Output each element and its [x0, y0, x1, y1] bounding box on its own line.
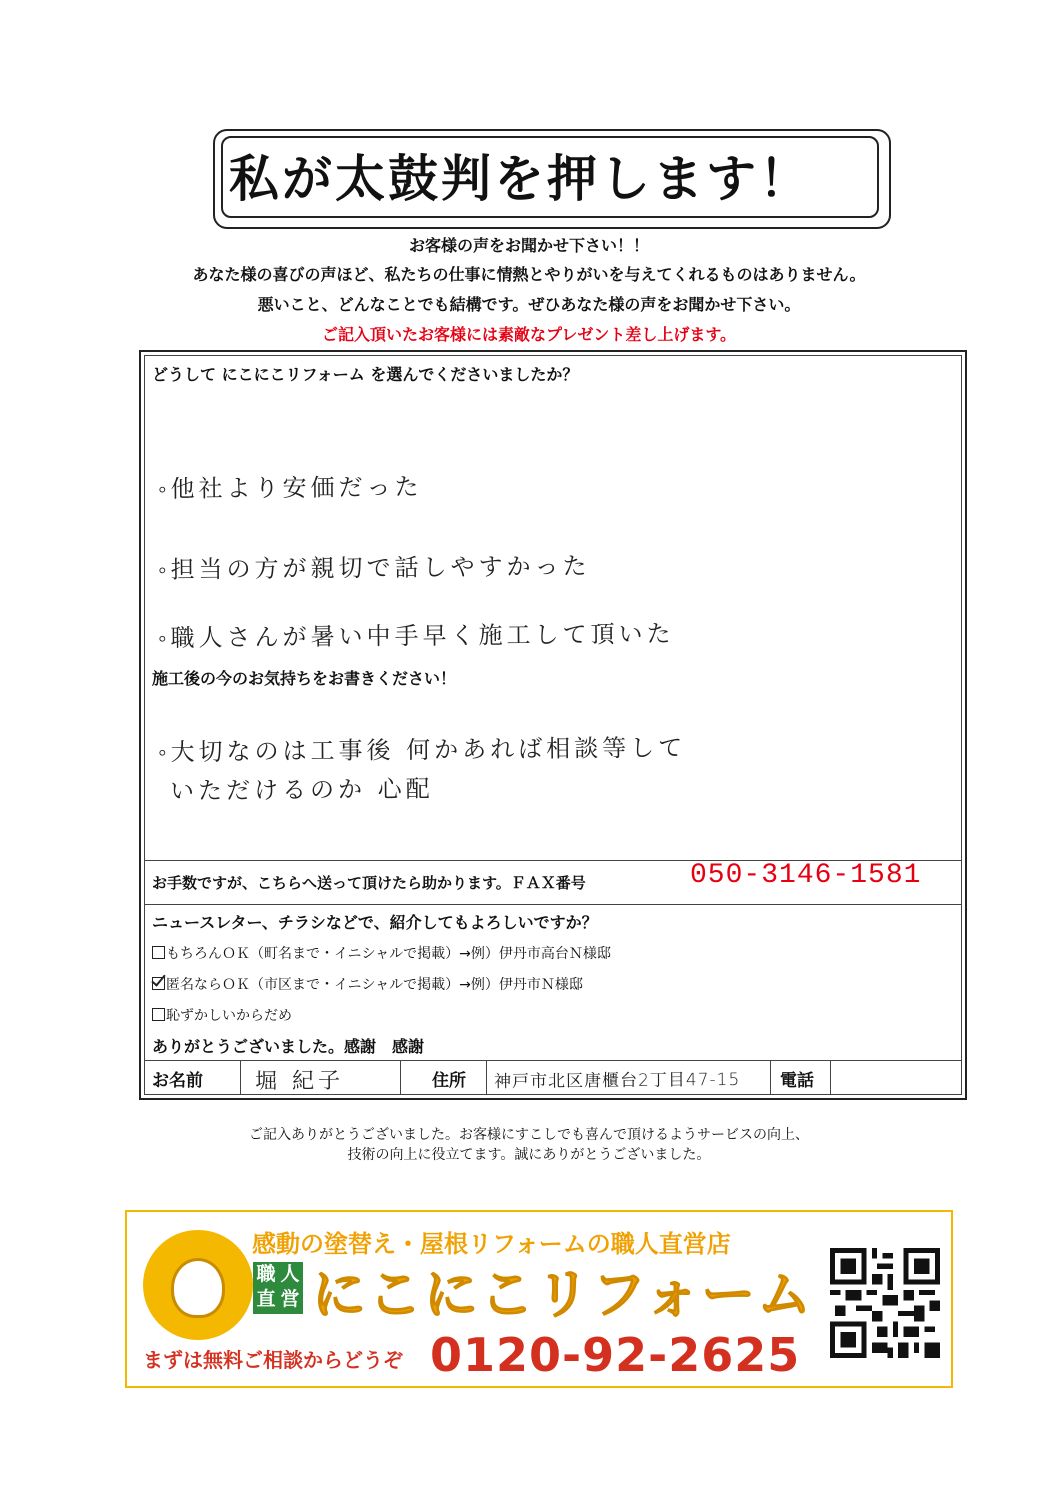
divider [400, 1060, 401, 1095]
phone-label: 電話 [780, 1071, 814, 1091]
badge-char: 営 [280, 1288, 300, 1310]
option-label: もちろんＯＫ（町名まで・イニシャルで掲載）→例）伊丹市高台Ｎ様邸 [166, 946, 611, 962]
banner-phone[interactable]: 0120-92-2625 [430, 1328, 801, 1382]
footer-note-2: 技術の向上に役立てます。誠にありがとうございました。 [347, 1147, 711, 1163]
option-label: 恥ずかしいからだめ [166, 1008, 292, 1024]
footer-note-1: ご記入ありがとうございました。お客様にすこしでも喜んで頂けるようサービスの向上、 [249, 1127, 809, 1143]
name-value: 堀 紀子 [254, 1068, 345, 1095]
answer-why-1: ◦他社より安価だった [157, 472, 423, 504]
craftsman-badge [253, 1262, 303, 1314]
answer-feelings-2: いただけるのか 心配 [169, 774, 434, 806]
answer-feelings-1: ◦大切なのは工事後 何かあれば相談等して [157, 733, 687, 767]
option-label: 匿名ならＯＫ（市区まで・イニシャルで掲載）→例）伊丹市Ｎ様邸 [166, 977, 583, 993]
brand-name: にこにこリフォーム [312, 1263, 814, 1326]
divider [240, 1060, 241, 1095]
newsletter-option-2[interactable] [152, 974, 583, 994]
divider [830, 1060, 831, 1095]
intro-line-3: 悪いこと、どんなことでも結構です。ぜひあなた様の声をお聞かせ下さい。 [257, 295, 801, 314]
intro-line-4: ご記入頂いたお客様には素敵なプレゼント差し上げます。 [321, 325, 737, 344]
checkbox-icon[interactable] [152, 1008, 165, 1021]
divider [770, 1060, 771, 1095]
address-label: 住所 [432, 1071, 466, 1091]
fax-number: 050-3146-1581 [690, 860, 922, 891]
badge-char: 直 [256, 1288, 276, 1310]
banner-cta: まずは無料ご相談からどうぞ [143, 1348, 403, 1372]
badge-char: 人 [280, 1263, 300, 1285]
thanks-text: ありがとうございました。感謝 感謝 [152, 1037, 425, 1056]
newsletter-option-3[interactable] [152, 1005, 292, 1025]
question-why-chosen: どうして にこにこリフォーム を選んでくださいましたか？ [152, 365, 579, 384]
answer-why-3: ◦職人さんが暑い中手早く施工して頂いた [157, 619, 675, 653]
divider [144, 1060, 962, 1061]
fax-label: お手数ですが、こちらへ送って頂けたら助かります。ＦＡＸ番号 [152, 874, 586, 892]
checkbox-icon[interactable] [152, 946, 165, 959]
intro-line-2: あなた様の喜びの声ほど、私たちの仕事に情熱とやりがいを与えてくれるものはありません。 [192, 265, 866, 284]
address-value: 神戸市北区唐櫃台2丁目47-15 [493, 1069, 741, 1093]
intro-line-1: お客様の声をお聞かせ下さい！！ [408, 236, 649, 255]
qr-code-icon[interactable] [830, 1248, 940, 1358]
answer-why-2: ◦担当の方が親切で話しやすかった [157, 552, 591, 584]
banner-tagline: 感動の塗替え・屋根リフォームの職人直営店 [252, 1229, 731, 1258]
divider [486, 1060, 487, 1095]
name-label: お名前 [152, 1071, 203, 1091]
question-newsletter: ニュースレター、チラシなどで、紹介してもよろしいですか？ [152, 913, 598, 932]
newsletter-option-1[interactable] [152, 943, 611, 963]
divider [144, 904, 962, 905]
checkbox-checked-icon[interactable] [152, 977, 165, 990]
mascot-face-icon [171, 1258, 225, 1318]
question-feelings: 施工後の今のお気持ちをお書きください！ [152, 669, 457, 688]
page-title: 私が太鼓判を押します！ [221, 136, 879, 218]
badge-char: 職 [256, 1263, 276, 1285]
